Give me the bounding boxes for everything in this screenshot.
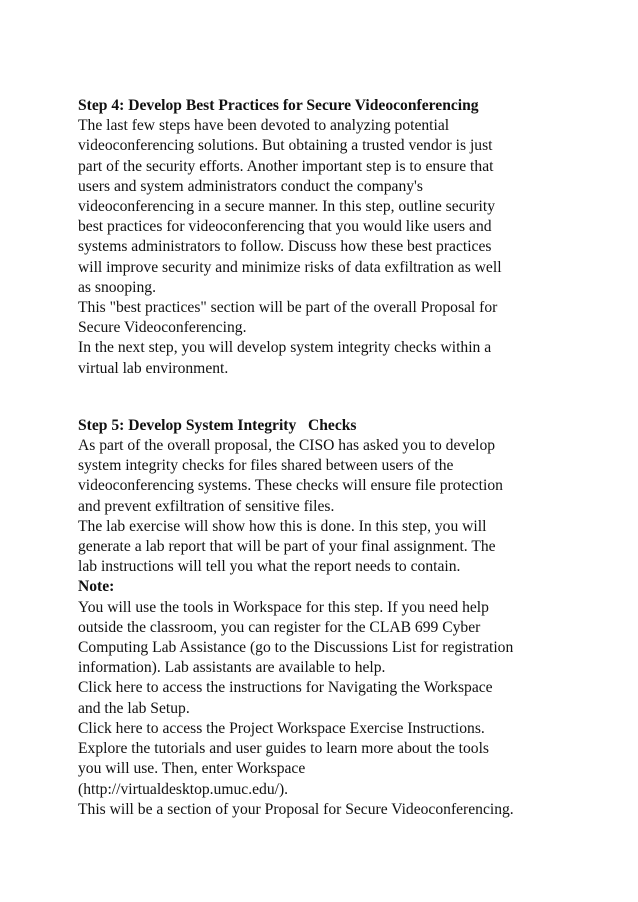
step5-paragraph-2 xyxy=(78,517,558,578)
text-line: part of the security efforts. Another important step is to ensure that xyxy=(78,157,494,175)
text-line: and prevent exfiltration of sensitive files. xyxy=(78,497,335,515)
step4-paragraph-1 xyxy=(78,116,558,298)
text-line: users and system administrators conduct the company's xyxy=(78,177,423,195)
step4-paragraph-2 xyxy=(78,298,558,338)
text-line: as snooping. xyxy=(78,278,156,296)
text-line: Computing Lab Assistance (go to the Discussions List for registration xyxy=(78,639,514,657)
text-line: videoconferencing systems. These checks will ensure file protection xyxy=(78,477,503,495)
step5-paragraph-3 xyxy=(78,598,558,679)
text-line: In the next step, you will develop system integrity checks within a xyxy=(78,339,492,357)
text-line: This will be a section of your Proposal for Secure Videoconferencing. xyxy=(78,800,514,818)
text-line: Click here to access the instructions for Navigating the Workspace xyxy=(78,679,493,697)
text-line: best practices for videoconferencing that you would like users and xyxy=(78,218,492,236)
section-gap xyxy=(78,379,558,416)
step5-paragraph-5 xyxy=(78,719,558,739)
text-line: Secure Videoconferencing. xyxy=(78,319,247,337)
text-line: As part of the overall proposal, the CISO has asked you to develop xyxy=(78,437,496,455)
text-line: will improve security and minimize risks of data exfiltration as well xyxy=(78,258,502,276)
text-line: videoconferencing in a secure manner. In this step, outline security xyxy=(78,198,495,216)
step4-heading: Step 4: Develop Best Practices for Secure Videoconferencing xyxy=(78,97,479,114)
text-line: and the lab Setup. xyxy=(78,699,190,717)
text-line: Explore the tutorials and user guides to learn more about the tools xyxy=(78,740,489,758)
text-line: The last few steps have been devoted to analyzing potential xyxy=(78,117,450,135)
text-line: This "best practices" section will be part of the overall Proposal for xyxy=(78,299,498,317)
text-line: systems administrators to follow. Discuss how these best practices xyxy=(78,238,492,256)
text-line: (http://virtualdesktop.umuc.edu/). xyxy=(78,780,289,798)
text-line: You will use the tools in Workspace for this step. If you need help xyxy=(78,598,489,616)
document-page xyxy=(78,96,558,820)
text-line: Click here to access the Project Workspace Exercise Instructions. xyxy=(78,719,485,737)
step5-paragraph-4 xyxy=(78,678,558,718)
text-line: The lab exercise will show how this is done. In this step, you will xyxy=(78,517,487,535)
text-line: outside the classroom, you can register for the CLAB 699 Cyber xyxy=(78,618,481,636)
step5-paragraph-1 xyxy=(78,436,558,517)
step5-heading: Step 5: Develop System Integrity Checks xyxy=(78,416,357,434)
step5-paragraph-7 xyxy=(78,800,558,820)
step4-paragraph-3 xyxy=(78,338,558,378)
text-line: you will use. Then, enter Workspace xyxy=(78,760,306,778)
text-line: lab instructions will tell you what the report needs to contain. xyxy=(78,558,461,576)
text-line: virtual lab environment. xyxy=(78,359,229,377)
step5-section xyxy=(78,416,558,820)
step4-section xyxy=(78,96,558,379)
text-line: information). Lab assistants are available to help. xyxy=(78,659,386,677)
note-label: Note: xyxy=(78,578,115,596)
text-line: videoconferencing solutions. But obtaining a trusted vendor is just xyxy=(78,137,493,155)
text-line: generate a lab report that will be part of your final assignment. The xyxy=(78,538,496,556)
step5-paragraph-6 xyxy=(78,739,558,800)
text-line: system integrity checks for files shared between users of the xyxy=(78,457,454,475)
